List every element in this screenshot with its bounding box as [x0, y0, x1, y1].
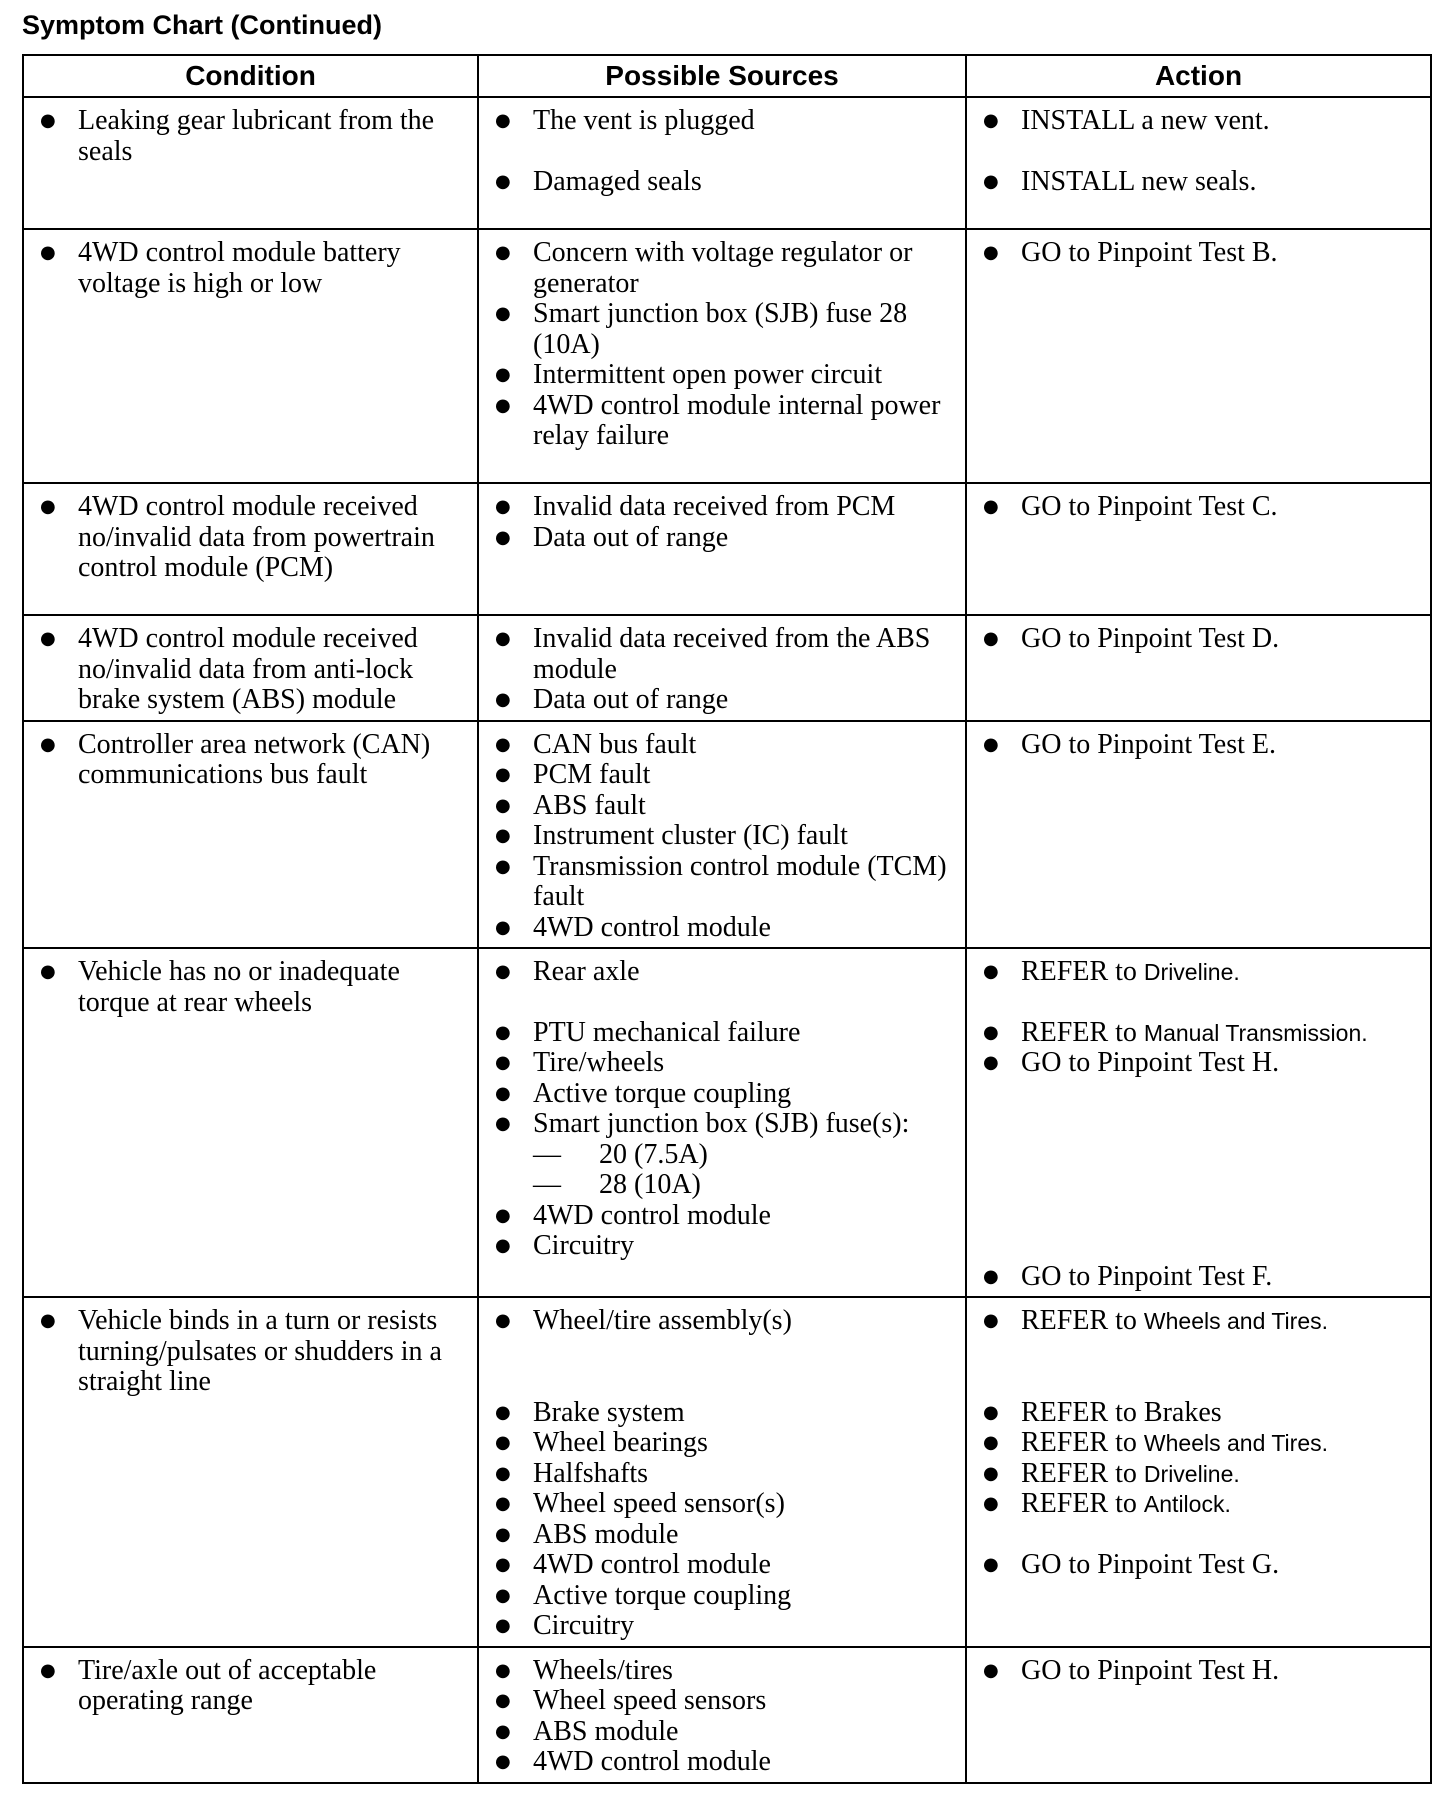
header-condition: Condition: [23, 55, 478, 97]
table-row: [23, 948, 1431, 1297]
source-item: ● Damaged seals: [495, 165, 702, 197]
wheels-and-tires-ref[interactable]: Wheels and Tires.: [1143, 1308, 1329, 1334]
source-item: ● Data out of range: [495, 684, 729, 715]
table-row: [23, 721, 1431, 949]
action-item: ● REFER to Driveline.: [983, 956, 1240, 987]
wheels-and-tires-ref[interactable]: Wheels and Tires.: [1143, 1430, 1329, 1456]
action-item: ● GO to Pinpoint Test H.: [983, 1654, 1280, 1686]
action-item: ● REFER to Driveline.: [983, 1457, 1240, 1489]
source-item: ● Data out of range: [495, 521, 729, 553]
action-item: ● GO to Pinpoint Test B.: [983, 237, 1278, 268]
source-item: ● Wheel bearings: [495, 1427, 708, 1458]
condition-item: ● 4WD control module received no/invalid data from powertrain control module (PCM): [40, 491, 435, 583]
source-item: ● Rear axle: [495, 956, 640, 987]
action-item: ● REFER to Manual Transmission.: [983, 1016, 1368, 1048]
condition-item: ● Vehicle binds in a turn or resists turning/pulsates or shudders in a straight line: [40, 1305, 442, 1397]
source-item: ● 4WD control module: [495, 911, 771, 943]
table-row: [23, 615, 1431, 721]
source-item: ● Wheel speed sensor(s): [495, 1488, 785, 1519]
source-item: ● ABS module: [495, 1715, 679, 1747]
action-item: ● GO to Pinpoint Test G.: [983, 1548, 1280, 1580]
source-item: ● Active torque coupling: [495, 1077, 792, 1109]
action-item: ● GO to Pinpoint Test E.: [983, 728, 1276, 760]
driveline-ref[interactable]: Driveline.: [1143, 1460, 1240, 1487]
source-subitem: — 28 (10A): [533, 1169, 701, 1200]
symptom-chart-table: [22, 54, 1432, 1784]
source-item: ● Smart junction box (SJB) fuse 28 (10A): [495, 298, 908, 360]
action-item: ● GO to Pinpoint Test F.: [983, 1260, 1273, 1292]
source-item: ● Circuitry: [495, 1230, 635, 1261]
source-item: ● Invalid data received from PCM: [495, 491, 896, 522]
driveline-ref[interactable]: Driveline.: [1143, 959, 1240, 985]
condition-item: ● Controller area network (CAN) communications bus fault: [40, 728, 431, 790]
condition-item: ● 4WD control module battery voltage is high or low: [40, 237, 401, 299]
condition-item: ● Tire/axle out of acceptable operating range: [40, 1654, 377, 1716]
source-item: ● The vent is plugged: [495, 105, 755, 136]
condition-item: ● 4WD control module received no/invalid data from anti-lock brake system (ABS) module: [40, 623, 418, 715]
source-item: ● ABS fault: [495, 789, 646, 821]
action-item: ● INSTALL a new vent.: [983, 105, 1270, 136]
source-subitem: — 20 (7.5A): [533, 1138, 708, 1170]
table-row: [23, 1297, 1431, 1647]
source-item: ● 4WD control module: [495, 1549, 771, 1580]
source-item: ● Halfshafts: [495, 1457, 649, 1489]
action-item: ● INSTALL new seals.: [983, 165, 1257, 197]
source-item: ● 4WD control module: [495, 1746, 771, 1777]
source-item: ● Invalid data received from the ABS module: [495, 623, 931, 685]
source-item: ● 4WD control module internal power relay failure: [495, 389, 941, 451]
source-item: ● Concern with voltage regulator or generator: [495, 237, 913, 299]
action-item: ● REFER to Antilock.: [983, 1488, 1231, 1519]
source-item: ● 4WD control module: [495, 1199, 771, 1231]
source-item: ● PTU mechanical failure: [495, 1016, 801, 1048]
action-item: ● GO to Pinpoint Test D.: [983, 623, 1280, 654]
source-item: ● Smart junction box (SJB) fuse(s):: [495, 1108, 910, 1139]
header-possible-sources: Possible Sources: [478, 55, 966, 97]
table-row: [23, 229, 1431, 483]
action-item: ● GO to Pinpoint Test C.: [983, 491, 1278, 522]
source-item: ● Tire/wheels: [495, 1047, 665, 1078]
table-row: [23, 97, 1431, 229]
action-item: ● REFER to Wheels and Tires.: [983, 1427, 1329, 1458]
manual-transmission-ref[interactable]: Manual Transmission.: [1143, 1019, 1368, 1046]
condition-item: ● Leaking gear lubricant from the seals: [40, 105, 435, 167]
header-action: Action: [966, 55, 1431, 97]
source-item: ● Active torque coupling: [495, 1579, 792, 1611]
source-item: ● Brake system: [495, 1396, 685, 1428]
action-item: ● REFER to Wheels and Tires.: [983, 1305, 1329, 1336]
action-item: ● GO to Pinpoint Test H.: [983, 1047, 1280, 1078]
source-item: ● CAN bus fault: [495, 728, 697, 760]
source-item: ● Circuitry: [495, 1610, 635, 1641]
page-title: Symptom Chart (Continued): [22, 10, 382, 40]
action-item: ● REFER to Brakes: [983, 1396, 1222, 1428]
source-item: ● PCM fault: [495, 759, 651, 790]
condition-item: ● Vehicle has no or inadequate torque at rear wheels: [40, 956, 400, 1018]
source-item: ● Wheel speed sensors: [495, 1685, 767, 1716]
source-item: ● Transmission control module (TCM) fault: [495, 850, 947, 912]
source-item: ● ABS module: [495, 1518, 679, 1550]
table-header-row: [23, 55, 1431, 97]
source-item: ● Intermittent open power circuit: [495, 359, 883, 390]
table-row: [23, 483, 1431, 615]
source-item: ● Wheels/tires: [495, 1654, 673, 1686]
source-item: ● Wheel/tire assembly(s): [495, 1305, 792, 1336]
antilock-ref[interactable]: Antilock.: [1143, 1491, 1231, 1517]
table-row: [23, 1647, 1431, 1783]
source-item: ● Instrument cluster (IC) fault: [495, 820, 848, 851]
